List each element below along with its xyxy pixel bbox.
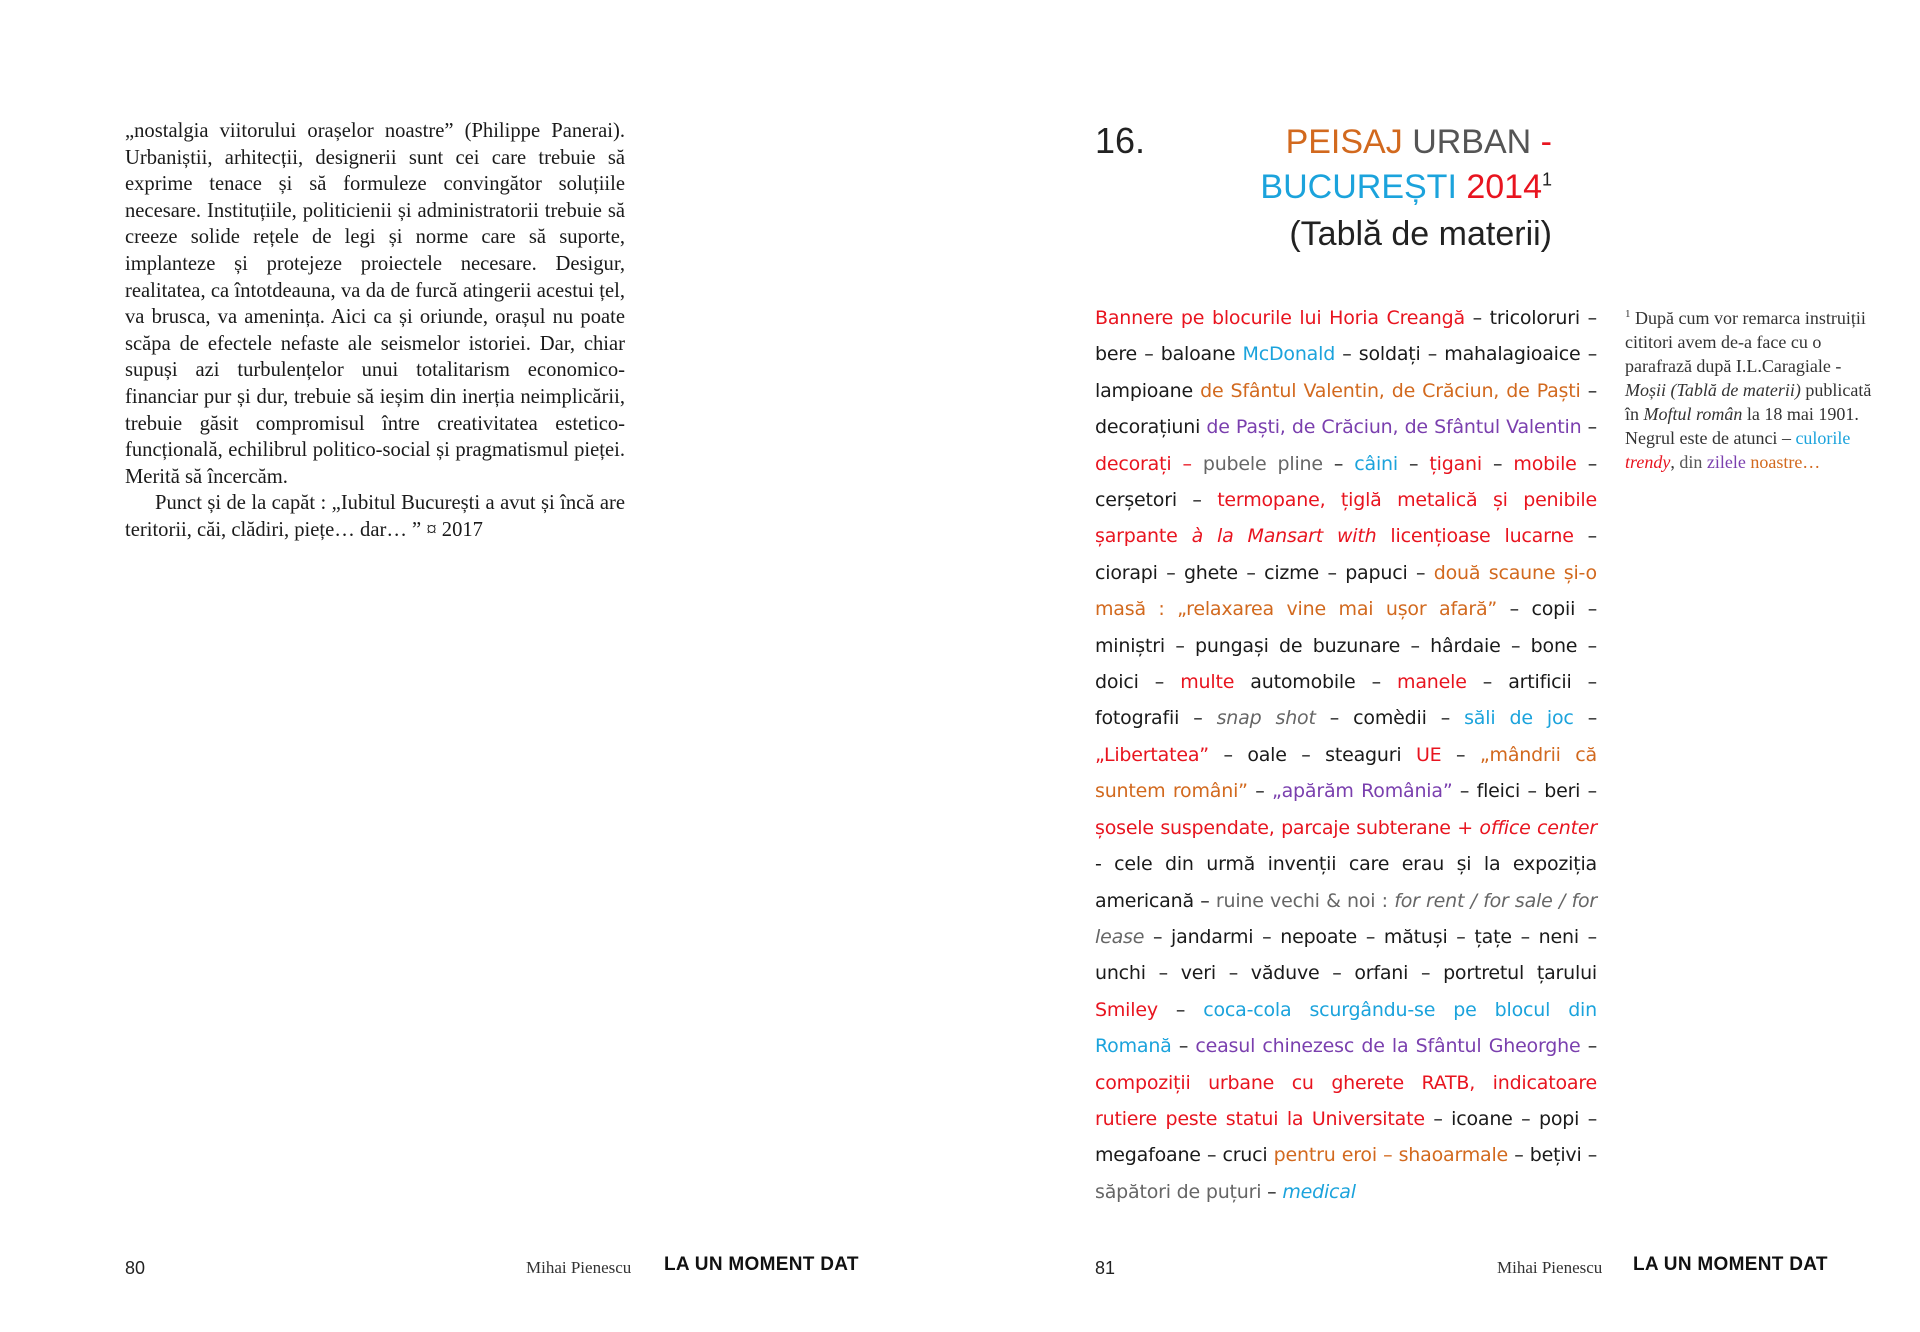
main-text-run: câini <box>1354 452 1398 475</box>
main-text-run: – <box>1581 416 1597 439</box>
main-text-run: decorați – <box>1095 452 1192 475</box>
main-text-run: – bețivi – <box>1508 1144 1598 1167</box>
title-dash: - <box>1540 123 1552 161</box>
main-text-run: două scaune și-o masă : „relaxarea vine mai ușor afară” <box>1095 561 1597 621</box>
main-text-run: – <box>1171 1035 1196 1058</box>
main-text-run: – <box>1322 452 1355 475</box>
main-text-run: McDonald <box>1242 343 1336 366</box>
title-footnote-mark: 1 <box>1541 169 1552 190</box>
main-text-run: – <box>1261 1180 1283 1203</box>
chapter-subtitle: (Tablă de materii) <box>1289 215 1552 253</box>
footnote-run: Moftul român <box>1643 404 1743 424</box>
main-text-run: – <box>1580 1035 1597 1058</box>
main-body-text <box>1095 300 1597 1210</box>
main-text-run: – <box>1247 780 1272 803</box>
main-text-run: manele <box>1397 671 1467 694</box>
footnote-run: trendy <box>1625 452 1671 472</box>
footnote-run: noastre… <box>1750 452 1821 472</box>
main-text-run: compoziții urbane cu gherete RATB, indicatoare rutiere peste statui la Universitate <box>1095 1071 1597 1130</box>
main-text-run: licențioase lucarne <box>1376 525 1574 548</box>
main-text-run: medical <box>1282 1180 1356 1203</box>
paragraph-2: Punct și de la capăt : „Iubitul București a avut și încă are teritorii, căi, clădiri, piețe… dar… ” ¤ 2017 <box>125 492 625 541</box>
main-text-run: – fleici – beri – <box>1452 780 1597 803</box>
footnote-run: la 18 mai 1901. Negrul este de atunci – <box>1625 404 1859 448</box>
footnote-run: , <box>1670 452 1680 472</box>
right-page <box>960 0 1920 1332</box>
main-text-run: de Sfântul Valentin, de Crăciun, de Paști <box>1200 379 1581 402</box>
main-text-run: săli de joc <box>1464 707 1574 730</box>
main-text-run: săpători de puțuri <box>1095 1180 1262 1203</box>
main-text-run: „Libertatea” <box>1095 743 1209 766</box>
paragraph-1: „nostalgia viitorului orașelor noastre” (Philippe Panerai). Urbaniștii, arhitecții, designerii sunt cei care trebuie să exprime tenace și să formuleze convingător soluțiile necesare. Instituțiile, politicienii și administratorii trebuie să creeze solide rețele de legi și norme care să suporte, implanteze și protejeze proiectele necesare. Desigur, realitatea, ca întotdeauna, va da de furcă atingerii acestui țel, va brusca, va amenința. Aici ca și oriunde, orașul nu poate scăpa de efectele nefaste ale seismelor istoriei. Dar, chiar supuși azi turbulențelor unui totalitarism economico-financiar pur și dur, trebuie să ieșim din inerția neimplicării, trebuie găsit compromisul între creativitatea estetico-funcțională, echilibrul politico-social și pragmatismul pieței. Merită să încercăm. <box>125 120 625 488</box>
main-text-run: termopane, țiglă metalică și penibile șarpante <box>1095 489 1597 548</box>
main-text-run: „apărăm România” <box>1271 780 1453 803</box>
main-text-run: – <box>1481 452 1514 475</box>
title-year: 2014 <box>1466 168 1542 206</box>
main-text-run: – <box>1441 743 1480 766</box>
author-name-left: Mihai Pienescu <box>526 1258 632 1277</box>
main-text-run: ruine vechi & noi : <box>1215 889 1395 912</box>
main-text-run: pubele pline <box>1202 452 1323 475</box>
main-text-run: Bannere pe blocurile lui Horia Creangă <box>1095 307 1465 329</box>
main-text-run: – soldați – mahalagioaice – lampioane <box>1095 343 1597 402</box>
footnote-run: zilele <box>1706 452 1746 472</box>
main-text-run: snap shot <box>1216 707 1316 730</box>
title-word-bucuresti: BUCUREȘTI <box>1260 168 1457 206</box>
main-text-run: – tricoloruri – bere – baloane <box>1095 307 1597 366</box>
main-text-run: ceasul chinezesc de la Sfântul Gheorghe <box>1195 1035 1581 1058</box>
main-text-run: – <box>1157 998 1204 1021</box>
main-text-run: de Paști, de Crăciun, de Sfântul Valentin <box>1206 416 1582 439</box>
main-text-run: automobile – <box>1234 671 1398 694</box>
main-text-run: – cerșetori – <box>1095 452 1597 512</box>
main-text-run: Smiley <box>1095 998 1158 1021</box>
main-text-run <box>1192 453 1203 475</box>
book-title-left: LA UN MOMENT DAT <box>664 1254 859 1275</box>
main-text-run: țigani <box>1429 452 1482 475</box>
main-text-run: – <box>1573 707 1598 730</box>
chapter-number: 16. <box>1095 120 1146 161</box>
main-text-run: à la Mansart with <box>1191 525 1377 548</box>
author-name-right: Mihai Pienescu <box>1497 1258 1603 1277</box>
main-text-run: for rent / for sale / for lease <box>1095 889 1598 948</box>
main-text-run: – <box>1397 452 1430 475</box>
footnote-run: din <box>1679 452 1703 472</box>
main-text-run: șosele suspendate, parcaje subterane + <box>1095 816 1480 839</box>
footnote-run: Moșii (Tablă de materii) <box>1625 380 1801 400</box>
title-word-urban: URBAN <box>1412 123 1532 161</box>
book-title-right: LA UN MOMENT DAT <box>1633 1254 1828 1275</box>
main-text-run: – oale – steaguri <box>1208 743 1416 766</box>
main-text-run: office center <box>1479 816 1597 839</box>
title-word-peisaj: PEISAJ <box>1285 123 1403 161</box>
main-text-run: - cele din urmă invenții care erau și la expoziția americană – <box>1095 853 1597 912</box>
left-body-text <box>125 118 625 544</box>
main-text-run: – icoane – popi – megafoane – cruci <box>1095 1107 1597 1167</box>
main-text-run: mobile <box>1513 452 1577 475</box>
main-text-run: – jandarmi – nepoate – mătuși – țațe – neni – unchi – veri – văduve – orfani – portretul țarului <box>1095 925 1597 985</box>
main-text-run: – ciorapi – ghete – cizme – papuci – <box>1095 525 1597 584</box>
footnote-run: publicată în <box>1625 380 1872 424</box>
main-text-run: – decorațiuni <box>1095 379 1597 439</box>
main-text-run: – copii – miniștri – pungași de buzunare – hârdaie – bone – doici – <box>1095 598 1597 694</box>
page-number-left: 80 <box>125 1258 146 1278</box>
main-text-run: – artificii – fotografii – <box>1095 671 1597 730</box>
main-text-run: – comèdii – <box>1315 707 1465 730</box>
chapter-title <box>1190 120 1552 257</box>
main-text-run: pentru eroi – shaoarmale <box>1273 1144 1509 1167</box>
main-text-run: „mândrii că suntem români” <box>1095 743 1597 803</box>
footnote <box>1625 302 1875 474</box>
footnote-run: După cum vor remarca instruiții cititori avem de-a face cu o parafrază după I.L.Caragiale - <box>1625 308 1866 376</box>
page-number-right: 81 <box>1095 1258 1116 1278</box>
main-text-run: coca-cola scurgându-se pe blocul din Romană <box>1095 998 1597 1058</box>
main-text-run: UE <box>1415 743 1442 766</box>
main-text-run: multe <box>1180 671 1235 694</box>
footnote-run: 1 <box>1625 308 1631 320</box>
footnote-run: culorile <box>1795 428 1851 448</box>
